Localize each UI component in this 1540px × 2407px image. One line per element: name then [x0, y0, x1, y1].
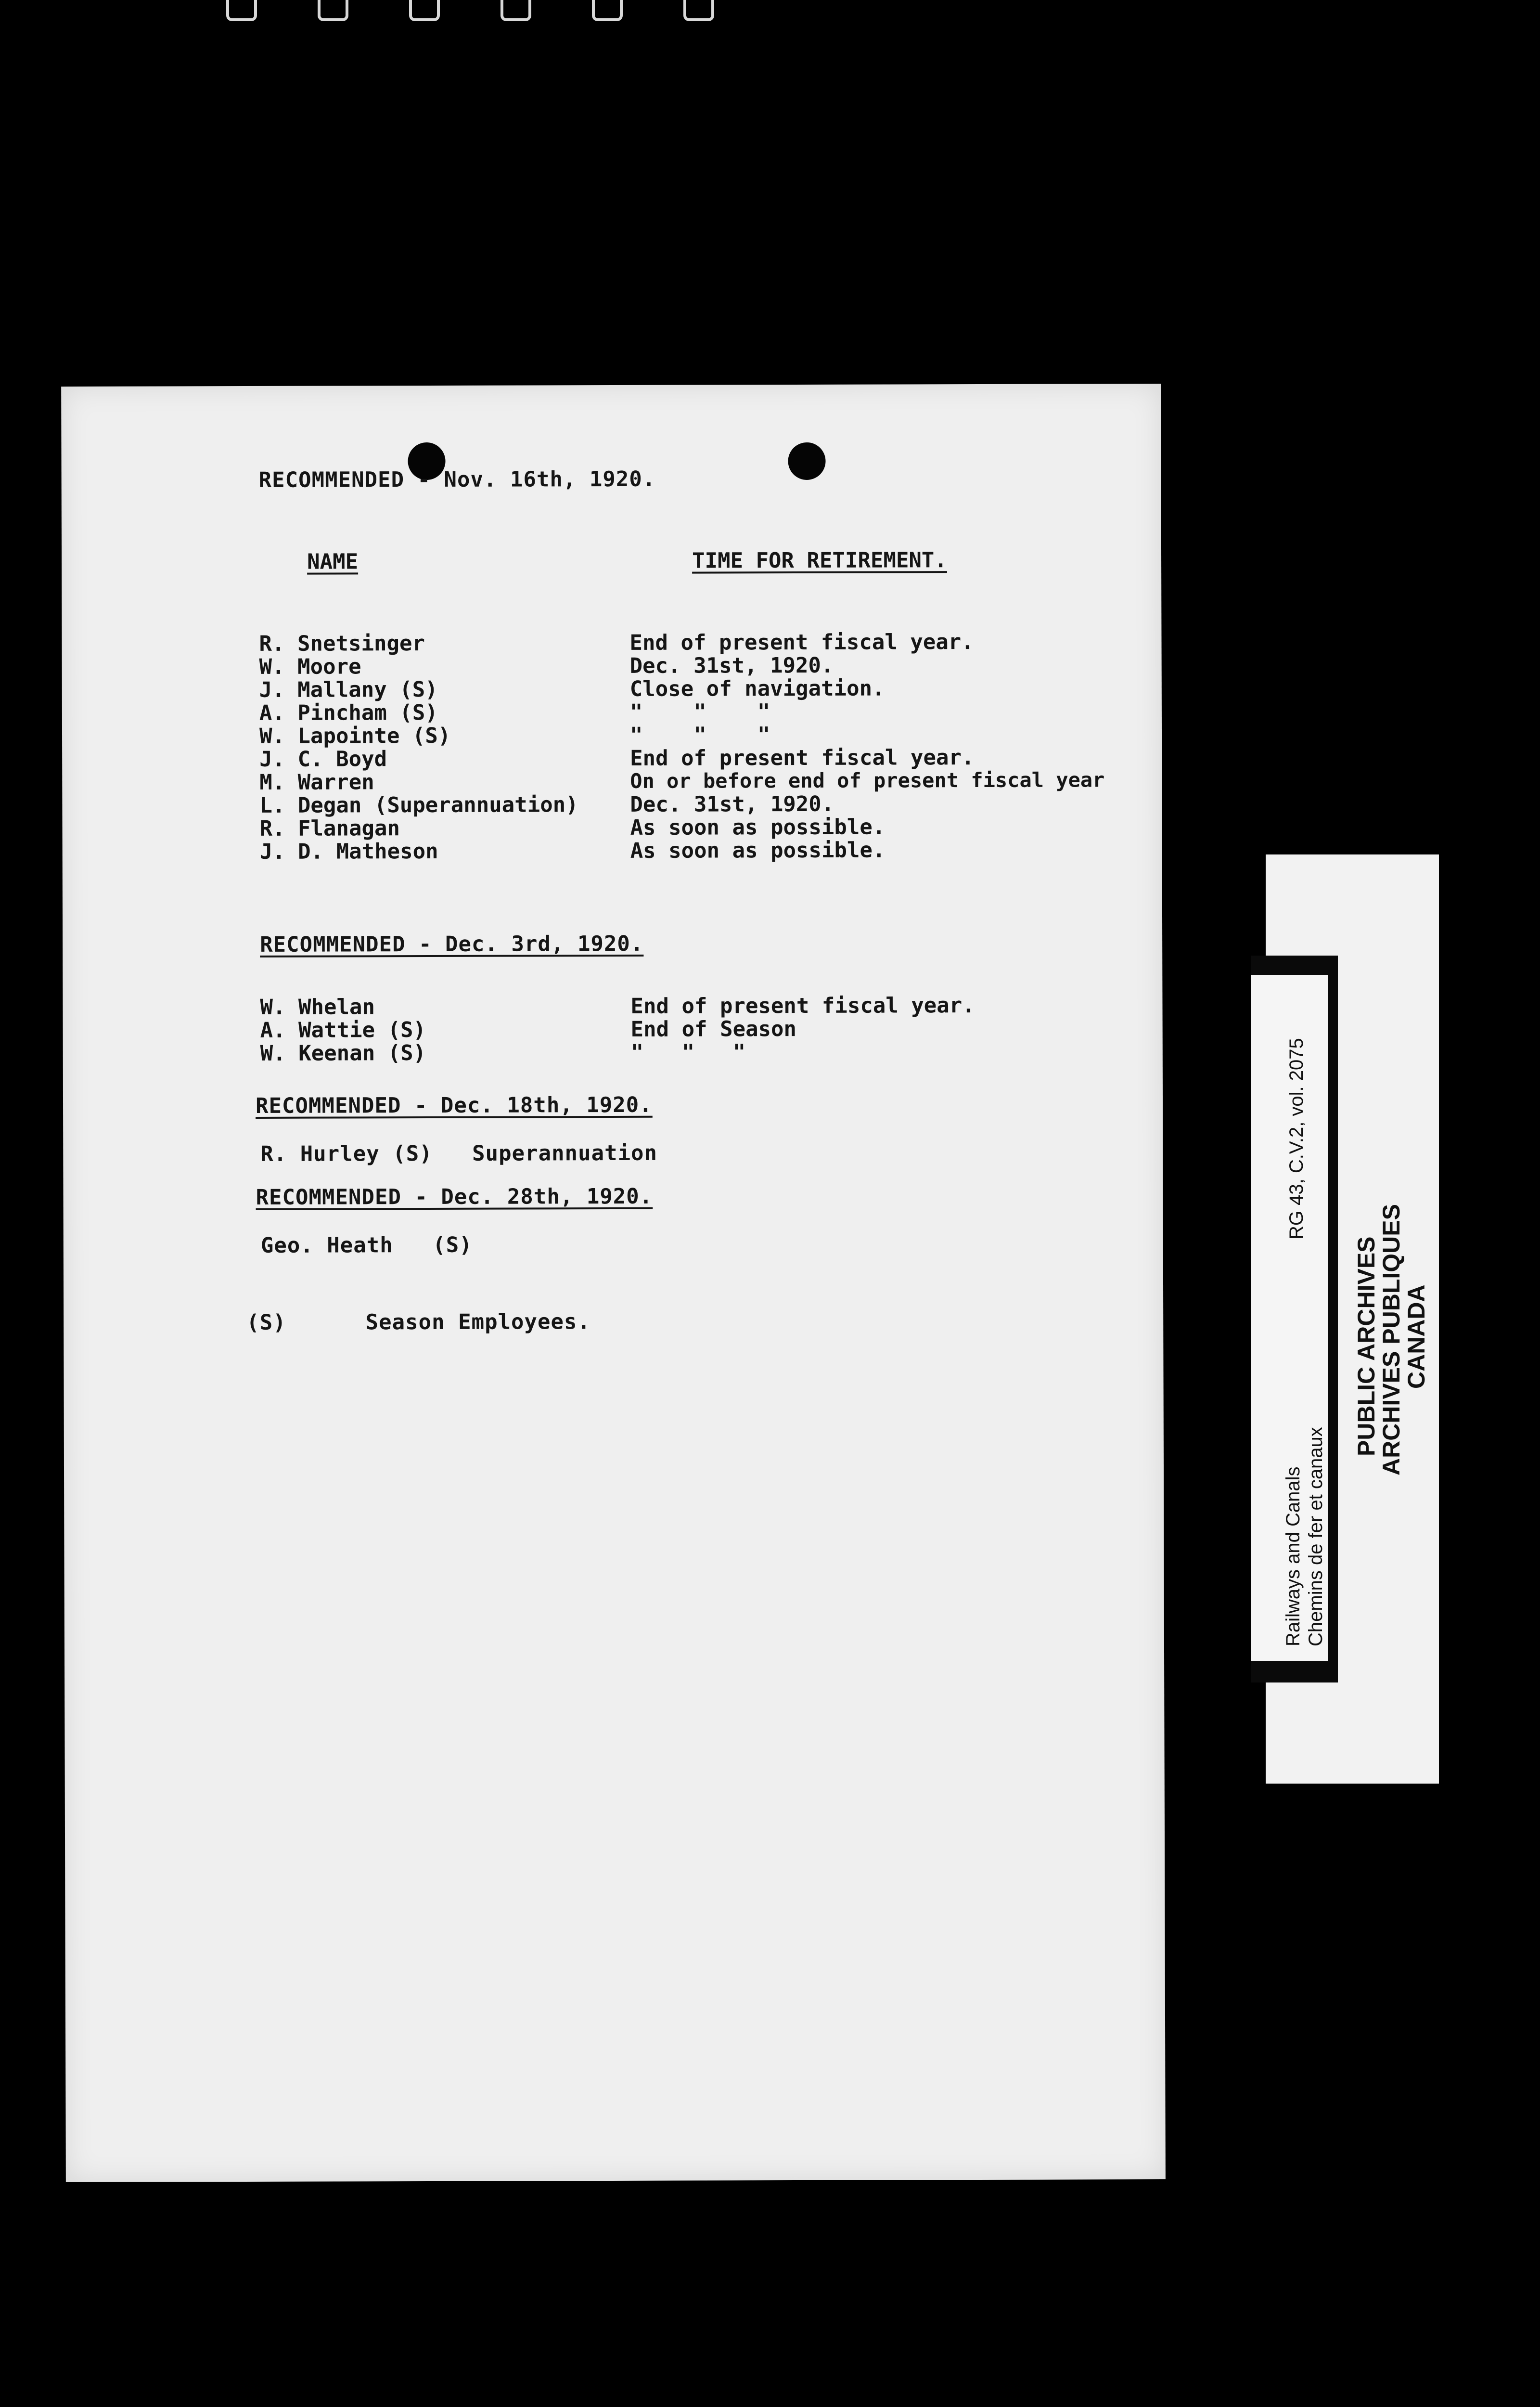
- employee-name: A. Wattie (S): [260, 1018, 426, 1043]
- film-sprocket-mark: [683, 0, 714, 21]
- retirement-time: End of present fiscal year.: [630, 993, 975, 1019]
- stamp-country: CANADA: [1403, 1284, 1430, 1389]
- employee-name: J. D. Matheson: [259, 839, 438, 864]
- table-row: [259, 675, 1414, 701]
- document-page: [61, 384, 1166, 2182]
- table-row: [259, 698, 1414, 724]
- retirement-time: Close of navigation.: [629, 676, 885, 701]
- section-heading: RECOMMENDED - Dec. 18th, 1920.: [255, 1092, 653, 1118]
- section-heading: RECOMMENDED - Nov. 16th, 1920.: [258, 466, 656, 492]
- stamp-reference: RG 43, C.V.2, vol. 2075: [1286, 1038, 1307, 1240]
- table-row: [259, 652, 1414, 678]
- table-row: [259, 790, 1414, 816]
- employee-name: W. Lapointe (S): [259, 723, 451, 749]
- stamp-department-en: Railways and Canals: [1283, 1466, 1304, 1646]
- section-heading: RECOMMENDED - Dec. 3rd, 1920.: [260, 931, 644, 957]
- film-sprocket-mark: [500, 0, 531, 21]
- employee-name: A. Pincham (S): [259, 700, 438, 725]
- employee-name: M. Warren: [259, 770, 374, 795]
- stamp-archive-en: PUBLIC ARCHIVES: [1353, 1236, 1380, 1456]
- retirement-time: As soon as possible.: [630, 838, 886, 863]
- table-row: [260, 1038, 1415, 1064]
- stamp-archive-fr: ARCHIVES PUBLIQUES: [1378, 1204, 1405, 1475]
- retirement-time: As soon as possible.: [630, 815, 886, 840]
- film-sprocket-mark: [592, 0, 623, 21]
- stamp-department-fr: Chemins de fer et canaux: [1305, 1427, 1326, 1646]
- retirement-time: Dec. 31st, 1920.: [630, 791, 834, 817]
- employee-name: W. Moore: [259, 654, 361, 679]
- table-row: [260, 992, 1415, 1018]
- table-row: [260, 1015, 1415, 1041]
- film-sprocket-mark: [226, 0, 257, 21]
- retirement-time: On or before end of present fiscal year: [630, 768, 1105, 793]
- retirement-time: Dec. 31st, 1920.: [629, 653, 834, 678]
- retirement-time: End of Season: [630, 1017, 797, 1042]
- employee-name: J. Mallany (S): [259, 677, 438, 702]
- table-row: [259, 629, 1414, 655]
- column-header-time: TIME FOR RETIREMENT.: [692, 548, 947, 573]
- table-row: [259, 744, 1414, 770]
- retirement-time: " " ": [629, 699, 770, 725]
- table-row: [259, 767, 1414, 793]
- retirement-time: " " ": [630, 1040, 746, 1065]
- table-row: [259, 721, 1414, 747]
- employee-name: W. Keenan (S): [260, 1041, 426, 1066]
- table-row: [259, 814, 1414, 840]
- employee-name: L. Degan (Superannuation): [259, 792, 578, 818]
- employee-name: W. Whelan: [260, 995, 375, 1020]
- film-sprocket-mark: [318, 0, 348, 21]
- employee-name: R. Flanagan: [259, 816, 400, 841]
- film-sprocket-mark: [409, 0, 440, 21]
- retirement-time: End of present fiscal year.: [630, 745, 975, 771]
- footnote: (S) Season Employees.: [246, 1309, 591, 1335]
- employee-entry: R. Hurley (S) Superannuation: [260, 1140, 658, 1166]
- column-header-name: NAME: [307, 549, 359, 574]
- employee-name: J. C. Boyd: [259, 747, 387, 772]
- table-row: [260, 837, 1415, 863]
- employee-name: R. Snetsinger: [259, 631, 425, 656]
- retirement-time: " " ": [629, 723, 770, 748]
- retirement-time: End of present fiscal year.: [629, 630, 974, 655]
- section-heading: RECOMMENDED - Dec. 28th, 1920.: [256, 1184, 653, 1210]
- document-body: [246, 384, 1178, 2167]
- employee-entry: Geo. Heath (S): [260, 1232, 473, 1258]
